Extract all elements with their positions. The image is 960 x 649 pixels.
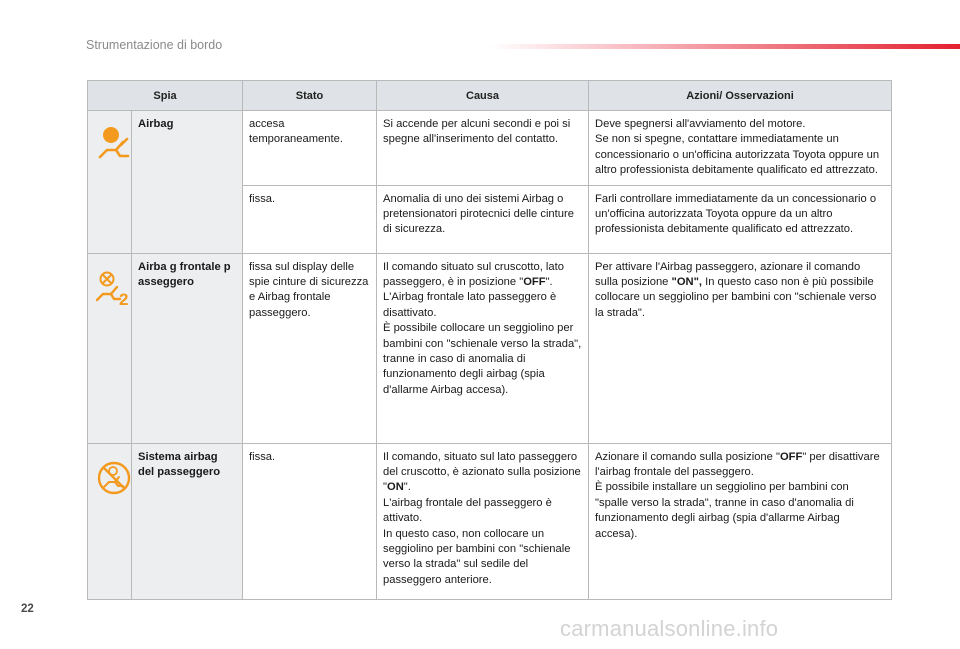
table-row bbox=[88, 443, 892, 599]
warning-lights-table bbox=[87, 80, 892, 600]
causa-text: Il comando, situato sul lato passeggero del cruscotto, è azionato sulla posizione " bbox=[383, 450, 581, 494]
causa-text: ". L'airbag frontale del passeggero è attivato. In questo caso, non collocare un seggiolino per bambini con "schienale verso la strada" sul sedile del passeggero anteriore. bbox=[383, 481, 571, 586]
azioni-text: " per disattivare l'airbag frontale del passeggero. È possibile installare un seggiolino per bambini con "spalle verso la strada", tranne in caso d'anomalia di funzionamento degli airbag (spia d'allarme Airbag accesa). bbox=[595, 450, 880, 540]
column-header-causa: Causa bbox=[377, 81, 589, 111]
azioni-cell bbox=[589, 253, 892, 443]
stato-cell: fissa sul display delle spie cinture di sicurezza e Airbag frontale passeggero. bbox=[243, 253, 377, 443]
spia-name: Airbag bbox=[132, 111, 243, 254]
causa-text: ". L'Airbag frontale lato passeggero è disattivato. È possibile collocare un seggiolino per bambini con "schienale verso la strada", tranne in caso di anomalia di funzionamento degli airbag (spia d'allarme Airbag accesa). bbox=[383, 276, 582, 396]
azioni-text: Azionare il comando sulla posizione " bbox=[595, 450, 780, 463]
airbag-warning-icon bbox=[94, 123, 134, 163]
spia-icon-cell bbox=[88, 253, 132, 443]
azioni-bold: OFF bbox=[779, 450, 803, 463]
azioni-cell: Deve spegnersi all'avviamento del motore. Se non si spegne, contattare immediatamente un concessionario o un'officina autorizzata Toyota oppure un altro professionista debitamente qualificato ed attrezzato. bbox=[589, 111, 892, 186]
passenger-airbag-off-icon bbox=[94, 268, 134, 308]
causa-cell: Si accende per alcuni secondi e poi si spegne all'inserimento del contatto. bbox=[377, 111, 589, 186]
column-header-azioni: Azioni/ Osservazioni bbox=[589, 81, 892, 111]
column-header-stato: Stato bbox=[243, 81, 377, 111]
causa-text: Il comando situato sul cruscotto, lato passeggero, è in posizione " bbox=[383, 260, 564, 289]
table-row bbox=[88, 253, 892, 443]
azioni-cell: Farli controllare immediatamente da un concessionario o un'officina autorizzata Toyota oppure da un altro professionista debitamente qualificato ed attrezzato. bbox=[589, 185, 892, 253]
causa-bold: ON bbox=[387, 481, 404, 494]
spia-name: Airba g frontale p asseggero bbox=[132, 253, 243, 443]
causa-cell bbox=[377, 253, 589, 443]
stato-cell: accesa temporaneamente. bbox=[243, 111, 377, 186]
table-row bbox=[88, 111, 892, 186]
page-number: 22 bbox=[21, 603, 34, 615]
stato-cell: fissa. bbox=[243, 443, 377, 599]
spia-icon-cell bbox=[88, 443, 132, 599]
azioni-text: Per attivare l'Airbag passeggero, azionare il comando sulla posizione bbox=[595, 260, 861, 289]
table-header-row bbox=[88, 81, 892, 111]
spia-icon-cell bbox=[88, 111, 132, 254]
passenger-airbag-system-icon bbox=[94, 458, 134, 498]
watermark: carmanualsonline.info bbox=[560, 616, 779, 641]
column-header-spia: Spia bbox=[88, 81, 243, 111]
causa-bold: OFF bbox=[523, 276, 546, 289]
svg-text:2: 2 bbox=[119, 289, 129, 308]
azioni-text: In questo caso non è più possibile collocare un seggiolino per bambini con "schienale verso la strada". bbox=[595, 276, 877, 319]
causa-cell: Anomalia di uno dei sistemi Airbag o pretensionatori pirotecnici delle cinture di sicurezza. bbox=[377, 185, 589, 253]
section-title: Strumentazione di bordo bbox=[86, 38, 223, 52]
azioni-cell bbox=[589, 443, 892, 599]
azioni-bold: "ON", bbox=[671, 276, 703, 289]
spia-name: Sistema airbag del passeggero bbox=[132, 443, 243, 599]
causa-cell bbox=[377, 443, 589, 599]
header-accent-line bbox=[490, 44, 960, 49]
stato-cell: fissa. bbox=[243, 185, 377, 253]
